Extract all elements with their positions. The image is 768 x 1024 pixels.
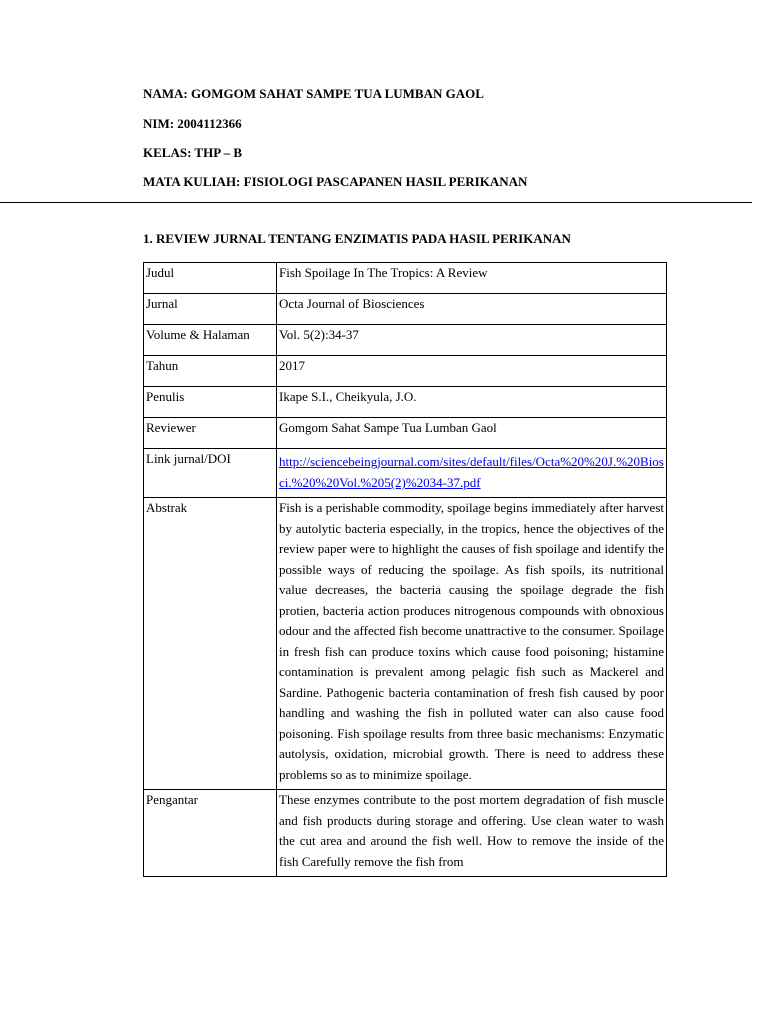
row-value-link: [277, 449, 667, 498]
table-row: [144, 294, 667, 325]
row-label-volume: Volume & Halaman: [144, 325, 277, 356]
row-label-judul: Judul: [144, 263, 277, 294]
table-row: [144, 790, 667, 877]
section-title: 1. REVIEW JURNAL TENTANG ENZIMATIS PADA HASIL PERIKANAN: [143, 231, 571, 246]
table-row: [144, 263, 667, 294]
table-row: [144, 325, 667, 356]
row-label-penulis: Penulis: [144, 387, 277, 418]
row-label-reviewer: Reviewer: [144, 418, 277, 449]
table-row: [144, 498, 667, 790]
row-value-jurnal: Octa Journal of Biosciences: [277, 294, 667, 325]
row-value-abstrak: Fish is a perishable commodity, spoilage begins immediately after harvest by autolytic bacteria especially, in the tropics, hence the objectives of the review paper were to highlight the causes of fish spoilage and identify the possible ways of reducing the spoilage. As fish spoils, its nutritional value decreases, the bacteria causing the spoilage degrade the fish protien, bacteria action produces nitrogenous compounds with obnoxious odour and the affected fish become unattractive to the consumer. Spoilage in fresh fish can produce toxins which cause food poisoning; histamine contamination is prevalent among pelagic fish such as Mackerel and Sardine. Pathogenic bacteria contamination of fresh fish caused by poor handling and washing the fish in polluted water can also cause food poisoning. Fish spoilage results from three basic mechanisms: Enzymatic autolysis, oxidation, microbial growth. There is need to address these problems so as to minimize spoilage.: [277, 498, 667, 790]
row-label-jurnal: Jurnal: [144, 294, 277, 325]
table-row: [144, 356, 667, 387]
student-name: NAMA: GOMGOM SAHAT SAMPE TUA LUMBAN GAOL: [143, 86, 484, 101]
student-nim: NIM: 2004112366: [143, 116, 242, 131]
table-row: [144, 387, 667, 418]
table-row: [144, 418, 667, 449]
row-label-tahun: Tahun: [144, 356, 277, 387]
row-label-link: Link jurnal/DOI: [144, 449, 277, 498]
row-value-penulis: Ikape S.I., Cheikyula, J.O.: [277, 387, 667, 418]
row-value-judul: Fish Spoilage In The Tropics: A Review: [277, 263, 667, 294]
table-row: [144, 449, 667, 498]
row-value-pengantar: These enzymes contribute to the post mortem degradation of fish muscle and fish products during storage and offering. Use clean water to wash the cut area and around the fish well. How to remove the inside of the fish Carefully remove the fish from: [277, 790, 667, 877]
horizontal-divider: [0, 202, 752, 203]
student-class: KELAS: THP – B: [143, 145, 243, 160]
row-label-abstrak: Abstrak: [144, 498, 277, 790]
journal-review-table: [143, 262, 667, 877]
course-name: MATA KULIAH: FISIOLOGI PASCAPANEN HASIL PERIKANAN: [143, 174, 528, 189]
journal-link[interactable]: http://sciencebeingjournal.com/sites/default/files/Octa%20%20J.%20Biosci.%20%20Vol.%205(2)%2034-37.pdf: [279, 454, 664, 490]
row-label-pengantar: Pengantar: [144, 790, 277, 877]
row-value-reviewer: Gomgom Sahat Sampe Tua Lumban Gaol: [277, 418, 667, 449]
row-value-tahun: 2017: [277, 356, 667, 387]
row-value-volume: Vol. 5(2):34-37: [277, 325, 667, 356]
